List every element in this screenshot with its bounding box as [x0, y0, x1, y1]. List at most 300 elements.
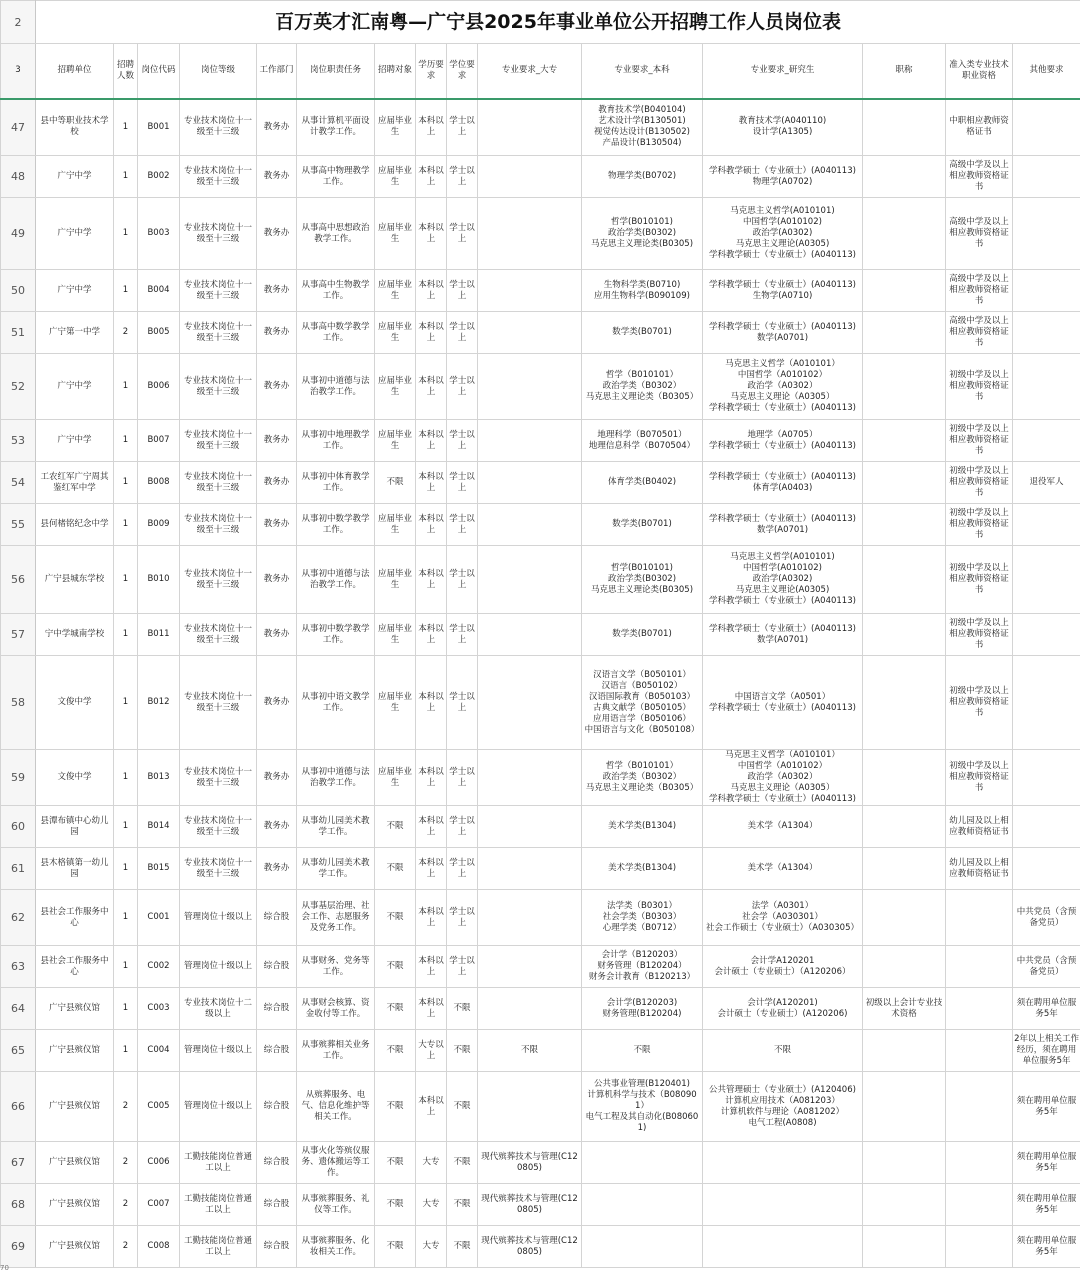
cert-cell[interactable]: 初级中学及以上相应教师资格证书: [946, 354, 1013, 420]
major-dz-cell[interactable]: [478, 312, 582, 354]
other-cell[interactable]: 中共党员（含预备党员）: [1013, 946, 1080, 988]
code-cell[interactable]: C007: [138, 1184, 180, 1226]
major-yjs-cell[interactable]: 美术学（A1304）: [703, 848, 863, 890]
major-dz-cell[interactable]: [478, 99, 582, 156]
title-cell[interactable]: 初级以上会计专业技术资格: [863, 988, 946, 1030]
row-number[interactable]: 62: [1, 890, 36, 946]
dept-cell[interactable]: 教务办: [257, 656, 297, 750]
major-dz-cell[interactable]: [478, 890, 582, 946]
major-dz-cell[interactable]: [478, 354, 582, 420]
target-cell[interactable]: 不限: [375, 1184, 416, 1226]
other-cell[interactable]: [1013, 312, 1080, 354]
degree-cell[interactable]: 不限: [447, 1184, 478, 1226]
major-yjs-cell[interactable]: 学科教学硕士（专业硕士）(A040113) 数学(A0701): [703, 312, 863, 354]
edu-cell[interactable]: 本科以上: [416, 988, 447, 1030]
level-cell[interactable]: 工勤技能岗位普通工以上: [180, 1226, 257, 1268]
edu-cell[interactable]: 大专: [416, 1142, 447, 1184]
unit-cell[interactable]: 广宁县殡仪馆: [36, 1030, 114, 1072]
row-number[interactable]: 47: [1, 99, 36, 156]
degree-cell[interactable]: 不限: [447, 1072, 478, 1142]
row-number[interactable]: 2: [1, 1, 36, 44]
duty-cell[interactable]: 从事殡葬服务、化妆相关工作。: [297, 1226, 375, 1268]
title-cell[interactable]: [863, 890, 946, 946]
major-bk-cell[interactable]: 哲学(B010101) 政治学类(B0302) 马克思主义理论类(B0305): [582, 198, 703, 270]
unit-cell[interactable]: 广宁县城东学校: [36, 546, 114, 614]
count-cell[interactable]: 1: [114, 1030, 138, 1072]
unit-cell[interactable]: 广宁县殡仪馆: [36, 1142, 114, 1184]
target-cell[interactable]: 应届毕业生: [375, 614, 416, 656]
major-dz-cell[interactable]: 现代殡葬技术与管理(C120805): [478, 1184, 582, 1226]
unit-cell[interactable]: 县社会工作服务中心: [36, 890, 114, 946]
row-number[interactable]: 54: [1, 462, 36, 504]
dept-cell[interactable]: 综合股: [257, 1030, 297, 1072]
count-cell[interactable]: 1: [114, 504, 138, 546]
major-dz-cell[interactable]: [478, 270, 582, 312]
code-cell[interactable]: C006: [138, 1142, 180, 1184]
degree-cell[interactable]: 学士以上: [447, 156, 478, 198]
level-cell[interactable]: 专业技术岗位十一级至十三级: [180, 656, 257, 750]
edu-cell[interactable]: 本科以上: [416, 750, 447, 806]
major-yjs-cell[interactable]: 法学（A0301） 社会学（A030301） 社会工作硕士（专业硕士）（A030305）: [703, 890, 863, 946]
major-bk-cell[interactable]: 物理学类(B0702): [582, 156, 703, 198]
count-cell[interactable]: 1: [114, 198, 138, 270]
target-cell[interactable]: 不限: [375, 946, 416, 988]
target-cell[interactable]: 不限: [375, 1142, 416, 1184]
cert-cell[interactable]: 高级中学及以上相应教师资格证书: [946, 312, 1013, 354]
target-cell[interactable]: 不限: [375, 462, 416, 504]
row-number[interactable]: 67: [1, 1142, 36, 1184]
unit-cell[interactable]: 县中等职业技术学校: [36, 99, 114, 156]
duty-cell[interactable]: 从事殡葬服务、礼仪等工作。: [297, 1184, 375, 1226]
dept-cell[interactable]: 教务办: [257, 504, 297, 546]
duty-cell[interactable]: 从事初中数学教学工作。: [297, 614, 375, 656]
unit-cell[interactable]: 广宁县殡仪馆: [36, 1184, 114, 1226]
level-cell[interactable]: 管理岗位十级以上: [180, 890, 257, 946]
duty-cell[interactable]: 从事高中数学教学工作。: [297, 312, 375, 354]
duty-cell[interactable]: 从事高中生物教学工作。: [297, 270, 375, 312]
level-cell[interactable]: 管理岗位十级以上: [180, 946, 257, 988]
degree-cell[interactable]: 学士以上: [447, 806, 478, 848]
level-cell[interactable]: 专业技术岗位十一级至十三级: [180, 504, 257, 546]
edu-cell[interactable]: 本科以上: [416, 99, 447, 156]
cert-cell[interactable]: [946, 1142, 1013, 1184]
level-cell[interactable]: 专业技术岗位十一级至十三级: [180, 99, 257, 156]
row-number[interactable]: 56: [1, 546, 36, 614]
major-bk-cell[interactable]: 数学类(B0701): [582, 504, 703, 546]
dept-cell[interactable]: 综合股: [257, 1142, 297, 1184]
row-number[interactable]: 53: [1, 420, 36, 462]
target-cell[interactable]: 不限: [375, 848, 416, 890]
dept-cell[interactable]: 教务办: [257, 546, 297, 614]
header-cell[interactable]: 专业要求_本科: [582, 44, 703, 99]
edu-cell[interactable]: 本科以上: [416, 656, 447, 750]
code-cell[interactable]: B002: [138, 156, 180, 198]
edu-cell[interactable]: 大专: [416, 1226, 447, 1268]
unit-cell[interactable]: 广宁中学: [36, 198, 114, 270]
cert-cell[interactable]: 初级中学及以上相应教师资格证书: [946, 656, 1013, 750]
edu-cell[interactable]: 本科以上: [416, 1072, 447, 1142]
header-cell[interactable]: 招聘单位: [36, 44, 114, 99]
unit-cell[interactable]: 文俊中学: [36, 656, 114, 750]
degree-cell[interactable]: 学士以上: [447, 354, 478, 420]
code-cell[interactable]: C004: [138, 1030, 180, 1072]
target-cell[interactable]: 不限: [375, 988, 416, 1030]
title-cell[interactable]: [863, 156, 946, 198]
unit-cell[interactable]: 文俊中学: [36, 750, 114, 806]
degree-cell[interactable]: 学士以上: [447, 312, 478, 354]
edu-cell[interactable]: 本科以上: [416, 420, 447, 462]
duty-cell[interactable]: 从事初中道德与法治教学工作。: [297, 354, 375, 420]
target-cell[interactable]: 不限: [375, 1072, 416, 1142]
major-yjs-cell[interactable]: 会计学(A120201) 会计硕士（专业硕士）(A120206): [703, 988, 863, 1030]
major-bk-cell[interactable]: 教育技术学(B040104) 艺术设计学(B130501) 视觉传达设计(B130502) 产品设计(B130504): [582, 99, 703, 156]
row-number[interactable]: 66: [1, 1072, 36, 1142]
major-yjs-cell[interactable]: 学科教学硕士（专业硕士）(A040113) 生物学(A0710): [703, 270, 863, 312]
major-yjs-cell[interactable]: [703, 1142, 863, 1184]
cert-cell[interactable]: 高级中学及以上相应教师资格证书: [946, 198, 1013, 270]
major-yjs-cell[interactable]: 教育技术学(A040110) 设计学(A1305): [703, 99, 863, 156]
cert-cell[interactable]: 中职相应教师资格证书: [946, 99, 1013, 156]
other-cell[interactable]: [1013, 656, 1080, 750]
major-bk-cell[interactable]: [582, 1184, 703, 1226]
degree-cell[interactable]: 学士以上: [447, 750, 478, 806]
code-cell[interactable]: B009: [138, 504, 180, 546]
major-dz-cell[interactable]: [478, 1072, 582, 1142]
target-cell[interactable]: 应届毕业生: [375, 270, 416, 312]
edu-cell[interactable]: 本科以上: [416, 848, 447, 890]
target-cell[interactable]: 应届毕业生: [375, 198, 416, 270]
dept-cell[interactable]: 教务办: [257, 270, 297, 312]
degree-cell[interactable]: 学士以上: [447, 420, 478, 462]
dept-cell[interactable]: 综合股: [257, 1184, 297, 1226]
major-dz-cell[interactable]: [478, 988, 582, 1030]
major-dz-cell[interactable]: [478, 946, 582, 988]
title-cell[interactable]: [863, 656, 946, 750]
major-yjs-cell[interactable]: 学科教学硕士（专业硕士）(A040113) 体育学(A0403): [703, 462, 863, 504]
major-bk-cell[interactable]: 会计学(B120203) 财务管理(B120204): [582, 988, 703, 1030]
title-cell[interactable]: [863, 99, 946, 156]
dept-cell[interactable]: 综合股: [257, 890, 297, 946]
major-bk-cell[interactable]: 美术学类(B1304): [582, 848, 703, 890]
code-cell[interactable]: B006: [138, 354, 180, 420]
degree-cell[interactable]: 不限: [447, 1142, 478, 1184]
major-yjs-cell[interactable]: 会计学A120201 会计硕士（专业硕士）（A120206）: [703, 946, 863, 988]
major-bk-cell[interactable]: 体育学类(B0402): [582, 462, 703, 504]
major-yjs-cell[interactable]: 美术学（A1304）: [703, 806, 863, 848]
edu-cell[interactable]: 大专: [416, 1184, 447, 1226]
count-cell[interactable]: 2: [114, 1226, 138, 1268]
duty-cell[interactable]: 从事初中道德与法治教学工作。: [297, 750, 375, 806]
title-cell[interactable]: [863, 420, 946, 462]
level-cell[interactable]: 工勤技能岗位普通工以上: [180, 1142, 257, 1184]
code-cell[interactable]: B004: [138, 270, 180, 312]
dept-cell[interactable]: 综合股: [257, 946, 297, 988]
title-cell[interactable]: [863, 270, 946, 312]
row-number[interactable]: 64: [1, 988, 36, 1030]
code-cell[interactable]: C008: [138, 1226, 180, 1268]
count-cell[interactable]: 1: [114, 156, 138, 198]
major-yjs-cell[interactable]: 马克思主义哲学(A010101) 中国哲学(A010102) 政治学(A0302) 马克思主义理论(A0305) 学科教学硕士（专业硕士）(A040113): [703, 198, 863, 270]
count-cell[interactable]: 1: [114, 890, 138, 946]
count-cell[interactable]: 1: [114, 99, 138, 156]
unit-cell[interactable]: 广宁中学: [36, 270, 114, 312]
target-cell[interactable]: 不限: [375, 890, 416, 946]
row-number[interactable]: 49: [1, 198, 36, 270]
other-cell[interactable]: [1013, 614, 1080, 656]
level-cell[interactable]: 专业技术岗位十一级至十三级: [180, 312, 257, 354]
major-dz-cell[interactable]: [478, 848, 582, 890]
edu-cell[interactable]: 本科以上: [416, 462, 447, 504]
major-dz-cell[interactable]: [478, 806, 582, 848]
edu-cell[interactable]: 本科以上: [416, 198, 447, 270]
code-cell[interactable]: C003: [138, 988, 180, 1030]
degree-cell[interactable]: 学士以上: [447, 270, 478, 312]
major-bk-cell[interactable]: [582, 1226, 703, 1268]
major-dz-cell[interactable]: [478, 420, 582, 462]
major-dz-cell[interactable]: 现代殡葬技术与管理(C120805): [478, 1142, 582, 1184]
duty-cell[interactable]: 从事财务、党务等工作。: [297, 946, 375, 988]
duty-cell[interactable]: 从事初中地理教学工作。: [297, 420, 375, 462]
row-number[interactable]: 69: [1, 1226, 36, 1268]
duty-cell[interactable]: 从事初中道德与法治教学工作。: [297, 546, 375, 614]
other-cell[interactable]: [1013, 806, 1080, 848]
row-number[interactable]: 61: [1, 848, 36, 890]
cert-cell[interactable]: [946, 1184, 1013, 1226]
header-cell[interactable]: 职称: [863, 44, 946, 99]
dept-cell[interactable]: 教务办: [257, 198, 297, 270]
duty-cell[interactable]: 从事殡葬相关业务工作。: [297, 1030, 375, 1072]
count-cell[interactable]: 1: [114, 806, 138, 848]
edu-cell[interactable]: 本科以上: [416, 156, 447, 198]
other-cell[interactable]: [1013, 270, 1080, 312]
header-cell[interactable]: 招聘对象: [375, 44, 416, 99]
count-cell[interactable]: 1: [114, 656, 138, 750]
major-bk-cell[interactable]: 生物科学类(B0710) 应用生物科学(B090109): [582, 270, 703, 312]
row-number[interactable]: 3: [1, 44, 36, 99]
major-yjs-cell[interactable]: 马克思主义哲学(A010101) 中国哲学(A010102) 政治学(A0302) 马克思主义理论(A0305) 学科教学硕士（专业硕士）(A040113): [703, 546, 863, 614]
cert-cell[interactable]: 初级中学及以上相应教师资格证书: [946, 750, 1013, 806]
level-cell[interactable]: 专业技术岗位十一级至十三级: [180, 462, 257, 504]
edu-cell[interactable]: 大专以上: [416, 1030, 447, 1072]
degree-cell[interactable]: 学士以上: [447, 848, 478, 890]
title-cell[interactable]: [863, 750, 946, 806]
duty-cell[interactable]: 从事初中语文教学工作。: [297, 656, 375, 750]
unit-cell[interactable]: 广宁县殡仪馆: [36, 1226, 114, 1268]
row-number[interactable]: 57: [1, 614, 36, 656]
duty-cell[interactable]: 从殡葬服务、电气、信息化维护等相关工作。: [297, 1072, 375, 1142]
degree-cell[interactable]: 学士以上: [447, 546, 478, 614]
cert-cell[interactable]: [946, 988, 1013, 1030]
count-cell[interactable]: 1: [114, 354, 138, 420]
count-cell[interactable]: 1: [114, 420, 138, 462]
other-cell[interactable]: [1013, 848, 1080, 890]
level-cell[interactable]: 专业技术岗位十一级至十三级: [180, 156, 257, 198]
major-yjs-cell[interactable]: 学科教学硕士（专业硕士）(A040113) 物理学(A0702): [703, 156, 863, 198]
title-cell[interactable]: [863, 312, 946, 354]
major-yjs-cell[interactable]: 学科教学硕士（专业硕士）(A040113) 数学(A0701): [703, 504, 863, 546]
degree-cell[interactable]: 学士以上: [447, 946, 478, 988]
other-cell[interactable]: 退役军人: [1013, 462, 1080, 504]
code-cell[interactable]: C001: [138, 890, 180, 946]
row-number[interactable]: 58: [1, 656, 36, 750]
duty-cell[interactable]: 从事初中体育教学工作。: [297, 462, 375, 504]
edu-cell[interactable]: 本科以上: [416, 890, 447, 946]
unit-cell[interactable]: 县何楮铭纪念中学: [36, 504, 114, 546]
major-dz-cell[interactable]: [478, 750, 582, 806]
other-cell[interactable]: [1013, 546, 1080, 614]
major-dz-cell[interactable]: [478, 504, 582, 546]
unit-cell[interactable]: 广宁中学: [36, 420, 114, 462]
code-cell[interactable]: B015: [138, 848, 180, 890]
target-cell[interactable]: 应届毕业生: [375, 99, 416, 156]
level-cell[interactable]: 工勤技能岗位普通工以上: [180, 1184, 257, 1226]
count-cell[interactable]: 1: [114, 988, 138, 1030]
dept-cell[interactable]: 教务办: [257, 848, 297, 890]
degree-cell[interactable]: 不限: [447, 1030, 478, 1072]
target-cell[interactable]: 应届毕业生: [375, 312, 416, 354]
level-cell[interactable]: 专业技术岗位十一级至十三级: [180, 420, 257, 462]
degree-cell[interactable]: 学士以上: [447, 656, 478, 750]
edu-cell[interactable]: 本科以上: [416, 312, 447, 354]
edu-cell[interactable]: 本科以上: [416, 270, 447, 312]
title-cell[interactable]: [863, 1072, 946, 1142]
header-cell[interactable]: 学历要求: [416, 44, 447, 99]
edu-cell[interactable]: 本科以上: [416, 354, 447, 420]
major-yjs-cell[interactable]: 马克思主义哲学（A010101） 中国哲学（A010102） 政治学（A0302） 马克思主义理论（A0305） 学科教学硕士（专业硕士）(A040113): [703, 354, 863, 420]
header-cell[interactable]: 专业要求_大专: [478, 44, 582, 99]
row-number[interactable]: 48: [1, 156, 36, 198]
other-cell[interactable]: [1013, 354, 1080, 420]
count-cell[interactable]: 2: [114, 1142, 138, 1184]
edu-cell[interactable]: 本科以上: [416, 614, 447, 656]
dept-cell[interactable]: 教务办: [257, 806, 297, 848]
title-cell[interactable]: [863, 504, 946, 546]
unit-cell[interactable]: 县潭布镇中心幼儿园: [36, 806, 114, 848]
count-cell[interactable]: 1: [114, 546, 138, 614]
row-number[interactable]: 52: [1, 354, 36, 420]
duty-cell[interactable]: 从事初中数学教学工作。: [297, 504, 375, 546]
major-yjs-cell[interactable]: 学科教学硕士（专业硕士）(A040113) 数学(A0701): [703, 614, 863, 656]
count-cell[interactable]: 1: [114, 750, 138, 806]
major-bk-cell[interactable]: 数学类(B0701): [582, 614, 703, 656]
target-cell[interactable]: 应届毕业生: [375, 354, 416, 420]
row-number[interactable]: 63: [1, 946, 36, 988]
target-cell[interactable]: 应届毕业生: [375, 420, 416, 462]
dept-cell[interactable]: 教务办: [257, 99, 297, 156]
level-cell[interactable]: 专业技术岗位十一级至十三级: [180, 750, 257, 806]
level-cell[interactable]: 专业技术岗位十一级至十三级: [180, 270, 257, 312]
level-cell[interactable]: 专业技术岗位十一级至十三级: [180, 614, 257, 656]
count-cell[interactable]: 1: [114, 848, 138, 890]
header-cell[interactable]: 招聘人数: [114, 44, 138, 99]
major-yjs-cell[interactable]: 中国语言文学（A0501） 学科教学硕士（专业硕士）(A040113): [703, 656, 863, 750]
cert-cell[interactable]: 幼儿园及以上相应教师资格证书: [946, 848, 1013, 890]
level-cell[interactable]: 管理岗位十级以上: [180, 1030, 257, 1072]
edu-cell[interactable]: 本科以上: [416, 504, 447, 546]
level-cell[interactable]: 专业技术岗位十一级至十三级: [180, 546, 257, 614]
header-cell[interactable]: 准入类专业技术职业资格: [946, 44, 1013, 99]
major-bk-cell[interactable]: 地理科学（B070501） 地理信息科学（B070504）: [582, 420, 703, 462]
major-bk-cell[interactable]: 哲学(B010101) 政治学类(B0302) 马克思主义理论类(B0305): [582, 546, 703, 614]
count-cell[interactable]: 1: [114, 946, 138, 988]
major-dz-cell[interactable]: [478, 546, 582, 614]
code-cell[interactable]: B013: [138, 750, 180, 806]
other-cell[interactable]: 须在聘用单位服务5年: [1013, 1226, 1080, 1268]
edu-cell[interactable]: 本科以上: [416, 946, 447, 988]
code-cell[interactable]: B011: [138, 614, 180, 656]
title-cell[interactable]: [863, 848, 946, 890]
other-cell[interactable]: 须在聘用单位服务5年: [1013, 1072, 1080, 1142]
title-cell[interactable]: [863, 1030, 946, 1072]
header-cell[interactable]: 工作部门: [257, 44, 297, 99]
dept-cell[interactable]: 教务办: [257, 614, 297, 656]
header-cell[interactable]: 岗位等级: [180, 44, 257, 99]
target-cell[interactable]: 应届毕业生: [375, 156, 416, 198]
title-cell[interactable]: [863, 462, 946, 504]
major-yjs-cell[interactable]: 马克思主义哲学（A010101） 中国哲学（A010102） 政治学（A0302） 马克思主义理论（A0305） 学科教学硕士（专业硕士）(A040113): [703, 750, 863, 806]
duty-cell[interactable]: 从事财会核算、资金收付等工作。: [297, 988, 375, 1030]
code-cell[interactable]: C005: [138, 1072, 180, 1142]
cert-cell[interactable]: [946, 946, 1013, 988]
major-dz-cell[interactable]: 现代殡葬技术与管理(C120805): [478, 1226, 582, 1268]
edu-cell[interactable]: 本科以上: [416, 546, 447, 614]
cert-cell[interactable]: [946, 1072, 1013, 1142]
cert-cell[interactable]: 高级中学及以上相应教师资格证书: [946, 156, 1013, 198]
major-bk-cell[interactable]: 公共事业管理(B120401) 计算机科学与技术（B080901） 电气工程及其自动化(B080601): [582, 1072, 703, 1142]
target-cell[interactable]: 不限: [375, 806, 416, 848]
cert-cell[interactable]: 高级中学及以上相应教师资格证书: [946, 270, 1013, 312]
duty-cell[interactable]: 从事幼儿园美术教学工作。: [297, 848, 375, 890]
major-bk-cell[interactable]: 哲学（B010101） 政治学类（B0302） 马克思主义理论类（B0305）: [582, 750, 703, 806]
level-cell[interactable]: 专业技术岗位十一级至十三级: [180, 198, 257, 270]
major-dz-cell[interactable]: [478, 462, 582, 504]
duty-cell[interactable]: 从事基层治理、社会工作、志愿服务及党务工作。: [297, 890, 375, 946]
header-cell[interactable]: 专业要求_研究生: [703, 44, 863, 99]
other-cell[interactable]: 中共党员（含预备党员）: [1013, 890, 1080, 946]
target-cell[interactable]: 不限: [375, 1030, 416, 1072]
code-cell[interactable]: B001: [138, 99, 180, 156]
count-cell[interactable]: 2: [114, 312, 138, 354]
cert-cell[interactable]: [946, 1226, 1013, 1268]
other-cell[interactable]: 须在聘用单位服务5年: [1013, 1142, 1080, 1184]
duty-cell[interactable]: 从事幼儿园美术教学工作。: [297, 806, 375, 848]
unit-cell[interactable]: 广宁中学: [36, 354, 114, 420]
code-cell[interactable]: B008: [138, 462, 180, 504]
unit-cell[interactable]: 广宁县殡仪馆: [36, 1072, 114, 1142]
dept-cell[interactable]: 综合股: [257, 1226, 297, 1268]
unit-cell[interactable]: 县木格镇第一幼儿园: [36, 848, 114, 890]
other-cell[interactable]: [1013, 504, 1080, 546]
row-number[interactable]: 51: [1, 312, 36, 354]
major-bk-cell[interactable]: 哲学（B010101） 政治学类（B0302） 马克思主义理论类（B0305）: [582, 354, 703, 420]
sheet-title[interactable]: 百万英才汇南粤—广宁县2025年事业单位公开招聘工作人员岗位表: [36, 1, 1080, 44]
row-number[interactable]: 65: [1, 1030, 36, 1072]
title-cell[interactable]: [863, 198, 946, 270]
major-dz-cell[interactable]: [478, 198, 582, 270]
major-bk-cell[interactable]: 汉语言文学（B050101） 汉语言（B050102） 汉语国际教育（B050103） 古典文献学（B050105） 应用语言学（B050106） 中国语言与文化（B050108）: [582, 656, 703, 750]
target-cell[interactable]: 应届毕业生: [375, 546, 416, 614]
count-cell[interactable]: 1: [114, 462, 138, 504]
dept-cell[interactable]: 综合股: [257, 988, 297, 1030]
major-dz-cell[interactable]: 不限: [478, 1030, 582, 1072]
major-bk-cell[interactable]: 数学类(B0701): [582, 312, 703, 354]
major-bk-cell[interactable]: 不限: [582, 1030, 703, 1072]
dept-cell[interactable]: 教务办: [257, 420, 297, 462]
duty-cell[interactable]: 从事高中物理教学工作。: [297, 156, 375, 198]
code-cell[interactable]: B003: [138, 198, 180, 270]
other-cell[interactable]: [1013, 750, 1080, 806]
other-cell[interactable]: 2年以上相关工作经历，须在聘用单位服务5年: [1013, 1030, 1080, 1072]
